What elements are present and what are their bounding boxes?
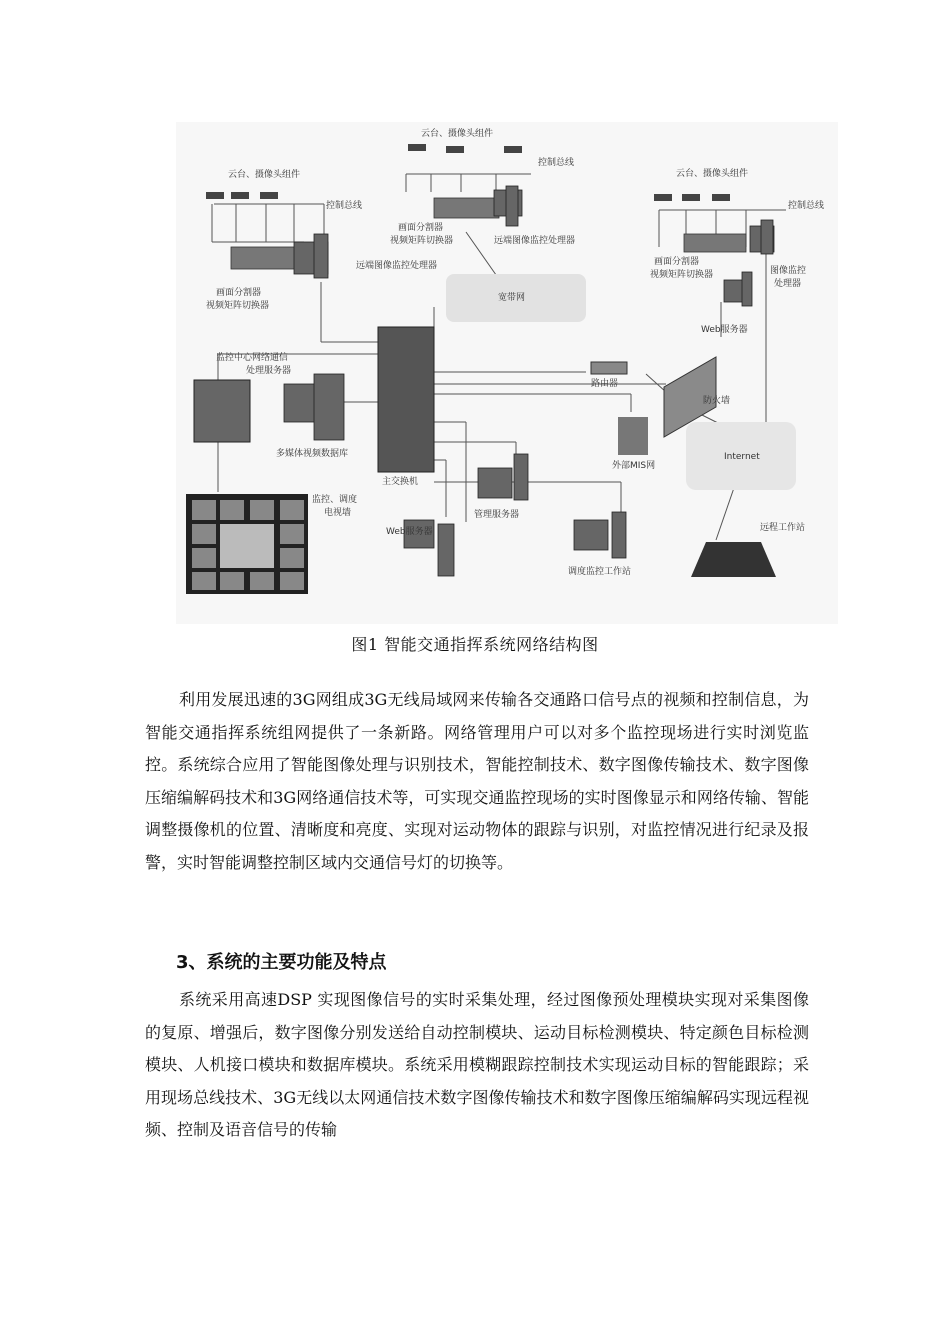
paragraph-1: 利用发展迅速的3G网组成3G无线局域网来传输各交通路口信号点的视频和控制信息，为智能交通指挥系统组网提供了一条新路。网络管理用户可以对多个监控现场进行实时浏览监控。系统综合应用了智能图像处理与识别技术，智能控制技术、数字图像传输技术、数字图像压缩编解码技术和3G网络通信技术等，可实现交通监控现场的实时图像显示和网络传输、智能调整摄像机的位置、清晰度和亮度、实现对运动物体的跟踪与识别，对监控情况进行纪录及报警，实时智能调整控制区域内交通信号灯的切换等。 <box>145 690 809 872</box>
label-splitter-left-2: 视频矩阵切换器 <box>206 301 270 311</box>
label-remote-proc-left: 远端图像监控处理器 <box>356 261 438 271</box>
label-cam-left: 云台、摄像头组件 <box>228 170 301 180</box>
paragraph-2: 系统采用高速DSP 实现图像信号的实时采集处理，经过图像预处理模块实现对采集图像的复原、增强后，数字图像分别发送给自动控制模块、运动目标检测模块、特定颜色目标检测模块、人机接口模块和数据库模块。系统采用模糊跟踪控制技术实现运动目标的智能跟踪；采用现场总线技术、3G无线以太网通信技术数字图像传输技术和数字图像压缩编解码实现远程视频、控制及语音信号的传输 <box>145 990 809 1139</box>
label-dispatch-ws: 调度监控工作站 <box>568 567 632 577</box>
label-bus-right: 控制总线 <box>788 201 825 211</box>
figure-caption: 图1 智能交通指挥系统网络结构图 <box>351 635 599 654</box>
label-image-proc-right-2: 处理器 <box>774 279 802 289</box>
label-center-server-2: 处理服务器 <box>246 366 292 376</box>
label-cam-mid: 云台、摄像头组件 <box>421 129 494 139</box>
label-remote-ws: 远程工作站 <box>760 523 806 533</box>
label-cam-right: 云台、摄像头组件 <box>676 169 749 179</box>
label-splitter-right-1: 画面分割器 <box>654 257 700 267</box>
mis-building-icon <box>618 417 648 455</box>
label-router: 路由器 <box>591 379 619 389</box>
label-web-server-bottom: Web服务器 <box>386 527 433 537</box>
label-splitter-right-2: 视频矩阵切换器 <box>650 270 714 280</box>
label-bus-left: 控制总线 <box>326 201 363 211</box>
label-remote-proc-mid: 远端图像监控处理器 <box>494 236 576 246</box>
label-external-mis: 外部MIS网 <box>612 461 656 471</box>
center-server-icon <box>194 380 250 442</box>
label-bus-mid: 控制总线 <box>538 158 575 168</box>
label-multimedia-db: 多媒体视频数据库 <box>276 449 349 459</box>
label-splitter-mid-2: 视频矩阵切换器 <box>390 236 454 246</box>
label-center-server-1: 监控中心网络通信 <box>216 353 289 363</box>
label-mgmt-server: 管理服务器 <box>474 510 520 520</box>
label-splitter-left-1: 画面分割器 <box>216 288 262 298</box>
label-tv-wall-2: 电视墙 <box>324 508 352 518</box>
main-switch-icon <box>378 327 434 472</box>
label-web-server-right: Web服务器 <box>701 325 748 335</box>
label-firewall: 防火墙 <box>703 396 731 406</box>
network-diagram <box>176 122 838 624</box>
label-splitter-mid-1: 画面分割器 <box>398 223 444 233</box>
laptop-icon <box>691 542 776 577</box>
label-tv-wall-1: 监控、调度 <box>312 495 358 505</box>
label-internet: Internet <box>724 452 760 462</box>
tv-wall-icon <box>186 494 308 594</box>
label-main-switch: 主交换机 <box>382 477 419 487</box>
router-icon <box>591 362 627 374</box>
section-heading: 3、系统的主要功能及特点 <box>176 952 387 973</box>
label-image-proc-right-1: 图像监控 <box>770 266 807 276</box>
label-broadband: 宽带网 <box>498 293 526 303</box>
